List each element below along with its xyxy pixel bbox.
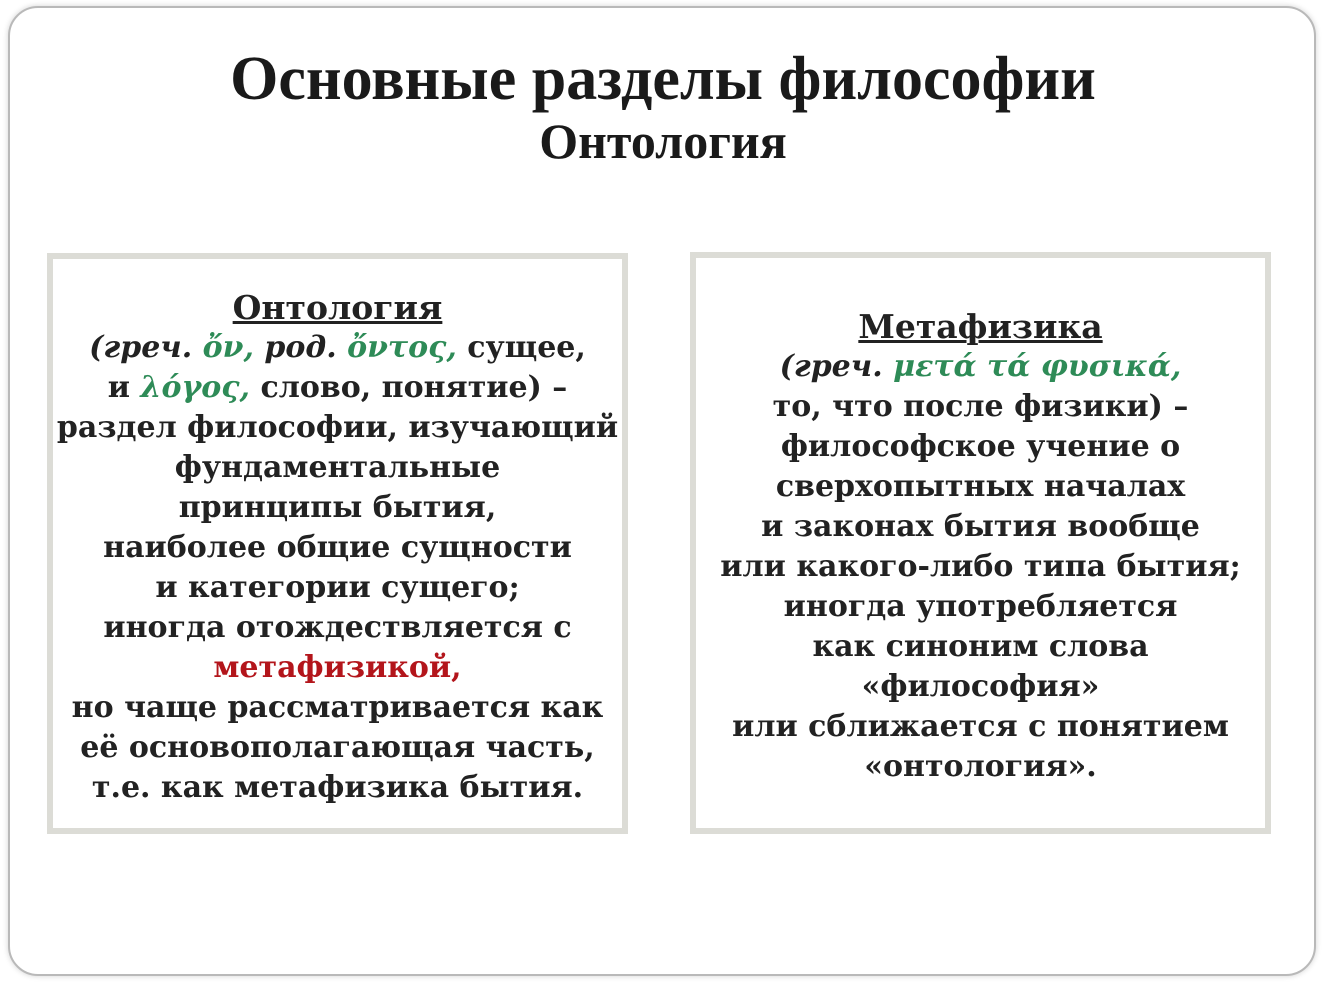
ontology-card xyxy=(47,253,628,834)
ontology-text-line: фундаментальные xyxy=(174,450,501,485)
greek-phrase-meta-ta-physika: μετά τά φυσικά, xyxy=(893,349,1182,384)
metaphysics-text-line: «онтология». xyxy=(864,749,1097,784)
metaphysics-text-line: или какого-либо типа бытия; xyxy=(720,549,1241,584)
slide-title: Основные разделы философии xyxy=(230,45,1096,113)
metaphysics-text-line: «философия» xyxy=(861,669,1100,704)
ontology-text-line: но чаще рассматривается как xyxy=(71,690,604,725)
greek-word-on: ὄν, xyxy=(202,330,254,365)
metaphysics-heading: Метафизика xyxy=(858,307,1103,346)
greek-abbrev: (греч. xyxy=(89,330,203,365)
ontology-highlight-metaphysics: метафизикой, xyxy=(213,650,462,685)
slide-subtitle: Онтология xyxy=(539,113,787,169)
metaphysics-card xyxy=(690,252,1271,834)
metaphysics-text-line: как синоним слова xyxy=(812,629,1149,664)
meaning-being: сущее, xyxy=(456,330,586,365)
greek-word-ontos: ὄντος, xyxy=(347,330,457,365)
greek-abbrev: (греч. xyxy=(779,349,894,384)
metaphysics-text-line: и законах бытия вообще xyxy=(761,509,1200,544)
ontology-text-line: иногда отождествляется с xyxy=(103,610,572,645)
ontology-text-line: раздел философии, изучающий xyxy=(56,410,619,445)
metaphysics-text-line: философское учение о xyxy=(780,429,1181,464)
ontology-text-line: её основополагающая часть, xyxy=(80,730,595,765)
metaphysics-etymology-line xyxy=(696,347,1265,387)
ontology-etymology-line-2 xyxy=(53,368,622,408)
greek-word-logos: λόγος, xyxy=(140,370,250,405)
metaphysics-text-line: то, что после физики) – xyxy=(772,389,1189,424)
ontology-etymology-line-1 xyxy=(53,328,622,368)
metaphysics-text-line: иногда употребляется xyxy=(783,589,1178,624)
ontology-text-line: т.е. как метафизика бытия. xyxy=(91,770,584,805)
metaphysics-text-line: или сближается с понятием xyxy=(732,709,1229,744)
ontology-heading: Онтология xyxy=(232,288,443,327)
conjunction: и xyxy=(107,370,141,405)
metaphysics-text-line: сверхопытных началах xyxy=(775,469,1186,504)
meaning-word: слово, понятие) – xyxy=(250,370,568,405)
ontology-text-line: наиболее общие сущности xyxy=(103,530,572,565)
ontology-text-line: и категории сущего; xyxy=(155,570,520,605)
genitive-abbrev: род. xyxy=(253,330,348,365)
ontology-text-line: принципы бытия, xyxy=(178,490,497,525)
